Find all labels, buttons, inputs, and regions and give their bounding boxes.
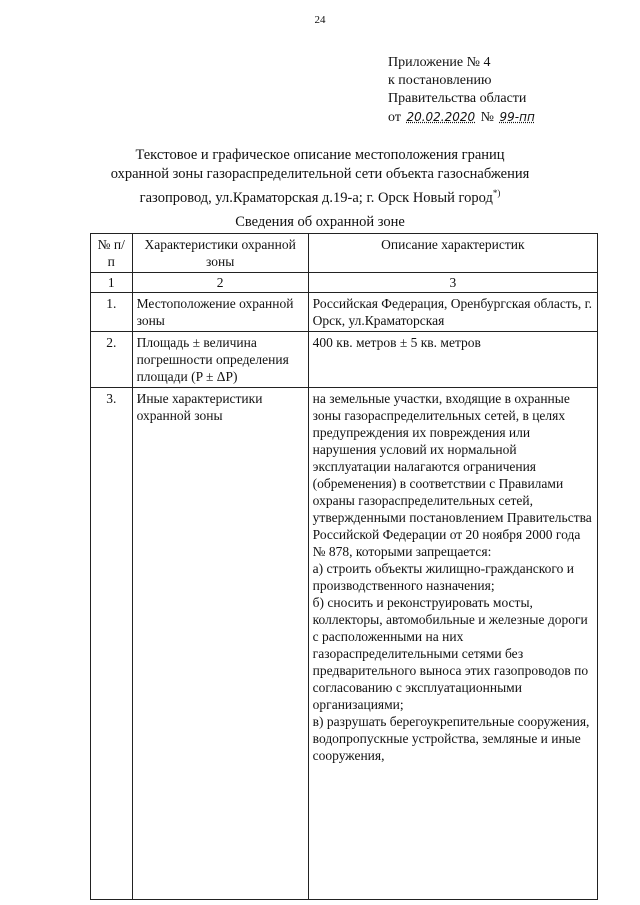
col-num-1: 1	[91, 273, 133, 293]
table-caption: Сведения об охранной зоне	[235, 214, 405, 230]
row-description	[308, 388, 597, 900]
table-row	[91, 332, 598, 388]
appendix-line-4	[388, 108, 537, 127]
appendix-line-3: Правительства области	[388, 91, 527, 106]
row-characteristic: Площадь ± величина погрешности определения площади (P ± ΔP)	[132, 332, 308, 388]
row-characteristic: Иные характеристики охранной зоны	[132, 388, 308, 900]
col-num-2: 2	[132, 273, 308, 293]
header-description: Описание характеристик	[308, 234, 597, 273]
appendix-number: 99-пп	[499, 110, 535, 124]
appendix-from-label: от	[388, 110, 401, 125]
appendix-line-2: к постановлению	[388, 73, 492, 88]
row-number: 1.	[91, 293, 133, 332]
header-characteristic: Характеристики охранной зоны	[132, 234, 308, 273]
row-description: Российская Федерация, Оренбургская область, г. Орск, ул.Краматорская	[308, 293, 597, 332]
zone-info-table	[90, 233, 598, 900]
appendix-block	[388, 54, 537, 127]
appendix-date: 20.02.2020	[406, 110, 476, 124]
table-row	[91, 388, 598, 900]
title-line-3	[40, 184, 600, 208]
title-line-3-text: газопровод, ул.Краматорская д.19-а; г. Орск Новый город	[139, 189, 493, 206]
row-number: 2.	[91, 332, 133, 388]
row-characteristic: Местоположение охранной зоны	[132, 293, 308, 332]
appendix-number-sign: №	[480, 110, 495, 125]
table-header-row	[91, 234, 598, 273]
footnote-mark: *)	[492, 188, 501, 198]
restriction-item-b: б) сносить и реконструировать мосты, коллекторы, автомобильные и железные дороги с расположенными на них газораспределительными сетями без предварительного выноса этих газопроводов по согласованию с эксплуатационными организациями;	[312, 595, 589, 712]
appendix-line-1: Приложение № 4	[388, 55, 491, 70]
title-line-1: Текстовое и графическое описание местоположения границ	[135, 147, 505, 163]
restriction-item-v: в) разрушать берегоукрепительные сооружения, водопропускные устройства, земляные и иные сооружения,	[312, 714, 590, 763]
col-num-3: 3	[308, 273, 597, 293]
title-line-2: охранной зоны газораспределительной сети объекта газоснабжения	[110, 166, 530, 182]
row-description: 400 кв. метров ± 5 кв. метров	[308, 332, 597, 388]
document-title	[40, 146, 600, 208]
page-number: 24	[314, 14, 326, 26]
column-numbering-row	[91, 273, 598, 293]
row-number: 3.	[91, 388, 133, 900]
table-row	[91, 293, 598, 332]
restriction-item-a: а) строить объекты жилищно-гражданского и производственного назначения;	[312, 561, 574, 593]
row-description-intro: на земельные участки, входящие в охранные зоны газораспределительных сетей, в целях предупреждения их повреждения или нарушения условий их нормальной эксплуатации налагаются ограничения (обременения) в соответствии с Правилами охраны газораспределительных сетей, утвержденными постановлением Правительства Российской Федерации от 20 ноября 2000 года № 878, которыми запрещается:	[312, 391, 592, 559]
header-number: № п/п	[91, 234, 133, 273]
